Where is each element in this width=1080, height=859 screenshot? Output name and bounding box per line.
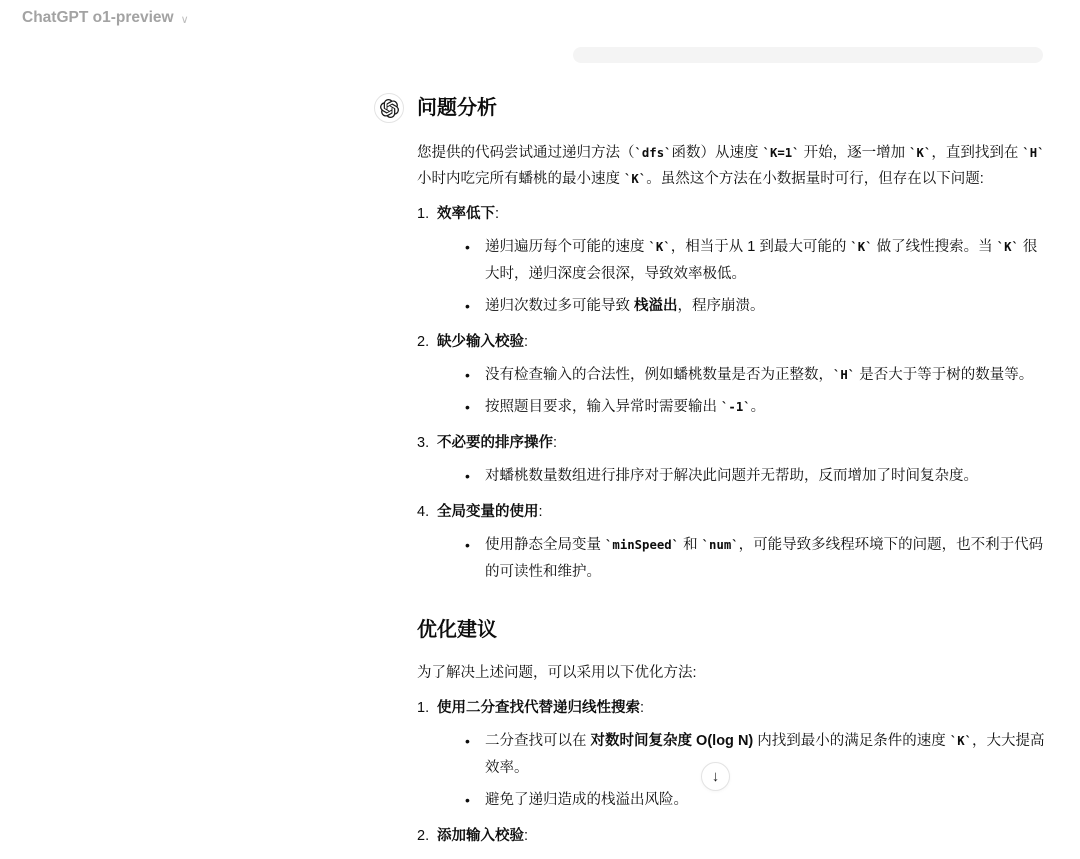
inline-code: `minSpeed`: [605, 538, 680, 552]
text-segment: 。虽然这个方法在小数据量时可行，但存在以下问题:: [646, 171, 984, 187]
list-item-number: 1.: [417, 700, 430, 716]
bold-text: 对数时间复杂度 O(log N): [590, 733, 754, 749]
text-segment: :: [640, 700, 645, 716]
bold-text: 添加输入校验: [437, 828, 524, 844]
text-segment: ，相当于从 1 到最大可能的: [670, 239, 851, 255]
list-item: [417, 201, 1047, 320]
inline-code: `K`: [909, 146, 932, 160]
openai-logo-icon: [380, 99, 399, 118]
list-item-number: 2.: [417, 828, 430, 844]
inline-code: `K`: [648, 240, 671, 254]
bold-text: 缺少输入校验: [437, 334, 524, 350]
text-segment: 对蟠桃数量数组进行排序对于解决此问题并无帮助，反而增加了时间复杂度。: [485, 468, 978, 484]
text-segment: 按照题目要求，输入异常时需要输出: [485, 399, 722, 415]
bullet-icon: •: [465, 468, 470, 484]
text-segment: ，程序崩溃。: [677, 298, 765, 314]
chevron-down-icon: ∨: [180, 13, 189, 26]
intro-paragraph: [417, 140, 1047, 192]
text-segment: 您提供的代码尝试通过递归方法（: [417, 145, 635, 161]
bold-text: 栈溢出: [634, 298, 678, 314]
bullet-icon: •: [465, 733, 470, 749]
bullet-item: [417, 293, 1047, 320]
list-item-title: [437, 695, 644, 722]
inline-code: `dfs`: [634, 146, 672, 160]
assistant-message: [417, 88, 1047, 859]
text-segment: ，可能导致多线程环境下的问题，也不利于代码的可读性和维护。: [485, 537, 1044, 580]
section-heading-problem-analysis: 问题分析: [417, 97, 497, 119]
text-segment: 避免了递归造成的栈溢出风险。: [485, 792, 688, 808]
text-segment: 二分查找可以在: [485, 733, 591, 749]
text-segment: ，大大提高效率。: [485, 733, 1045, 776]
list-item: [417, 430, 1047, 490]
model-switcher-label: ChatGPT o1-preview: [22, 9, 174, 26]
list-item-number: 1.: [417, 206, 430, 222]
list-item-number: 4.: [417, 504, 430, 520]
bullet-item: [417, 394, 1047, 421]
inline-code: `K`: [996, 240, 1019, 254]
bullet-item: [417, 787, 1047, 814]
list-item-number: 2.: [417, 334, 430, 350]
bold-text: 效率低下: [437, 206, 495, 222]
assistant-avatar: [374, 93, 404, 123]
text-segment: 递归遍历每个可能的速度: [485, 239, 649, 255]
text-segment: 很大时，递归深度会很深，导致效率极低。: [485, 239, 1038, 282]
text-segment: :: [495, 206, 500, 222]
inline-code: `H`: [833, 368, 856, 382]
bold-text: 使用二分查找代替递归线性搜索: [437, 700, 640, 716]
text-segment: 函数）从速度: [671, 145, 763, 161]
inline-code: `H`: [1022, 146, 1045, 160]
text-segment: 和: [679, 537, 702, 553]
list-item: [417, 499, 1047, 586]
list-item-title: [437, 329, 528, 356]
bullet-item: [417, 728, 1047, 782]
bullet-item: [417, 463, 1047, 490]
inline-code: `num`: [701, 538, 739, 552]
bullet-item: [417, 532, 1047, 586]
model-switcher[interactable]: [22, 9, 189, 27]
user-message-bubble: [573, 47, 1043, 63]
text-segment: 做了线性搜索。当: [872, 239, 997, 255]
bullet-icon: •: [465, 239, 470, 255]
bullet-item: [417, 362, 1047, 389]
inline-code: `-1`: [721, 400, 751, 414]
list-item-title: [437, 430, 557, 457]
text-segment: 没有检查输入的合法性，例如蟠桃数量是否为正整数，: [485, 367, 833, 383]
list-item-title: [437, 201, 499, 228]
bullet-icon: •: [465, 298, 470, 314]
problem-list: [417, 201, 1047, 586]
text-segment: 内找到最小的满足条件的速度: [753, 733, 950, 749]
inline-code: `K`: [949, 734, 973, 748]
text-segment: 小时内吃完所有蟠桃的最小速度: [417, 171, 625, 187]
section-heading-optimization: 优化建议: [417, 619, 497, 641]
bullet-icon: •: [465, 792, 470, 808]
list-item-number: 3.: [417, 435, 430, 451]
inline-code: `K`: [850, 240, 873, 254]
arrow-down-icon: ↓: [711, 768, 720, 785]
inline-code: `K=1`: [762, 146, 800, 160]
list-item: [417, 329, 1047, 421]
list-item-title: [437, 499, 543, 526]
bullet-icon: •: [465, 367, 470, 383]
bold-text: 全局变量的使用: [437, 504, 539, 520]
text-segment: :: [553, 435, 558, 451]
scroll-to-bottom-button[interactable]: [701, 762, 730, 791]
text-segment: 开始，逐一增加: [799, 145, 910, 161]
list-item: [417, 823, 1047, 850]
text-segment: :: [524, 334, 529, 350]
bold-text: 不必要的排序操作: [437, 435, 553, 451]
text-segment: :: [538, 504, 543, 520]
intro-paragraph: [417, 660, 1047, 686]
text-segment: 使用静态全局变量: [485, 537, 606, 553]
bullet-icon: •: [465, 537, 470, 553]
optimization-list: [417, 695, 1047, 850]
bullet-icon: •: [465, 399, 470, 415]
text-segment: :: [524, 828, 529, 844]
text-segment: 递归次数过多可能导致: [485, 298, 635, 314]
bullet-item: [417, 234, 1047, 288]
text-segment: 为了解决上述问题，可以采用以下优化方法:: [417, 665, 697, 681]
text-segment: 。: [750, 399, 766, 415]
text-segment: ，直到找到在: [931, 145, 1023, 161]
list-item-title: [437, 823, 528, 850]
text-segment: 是否大于等于树的数量等。: [855, 367, 1034, 383]
list-item: [417, 695, 1047, 814]
inline-code: `K`: [624, 172, 647, 186]
